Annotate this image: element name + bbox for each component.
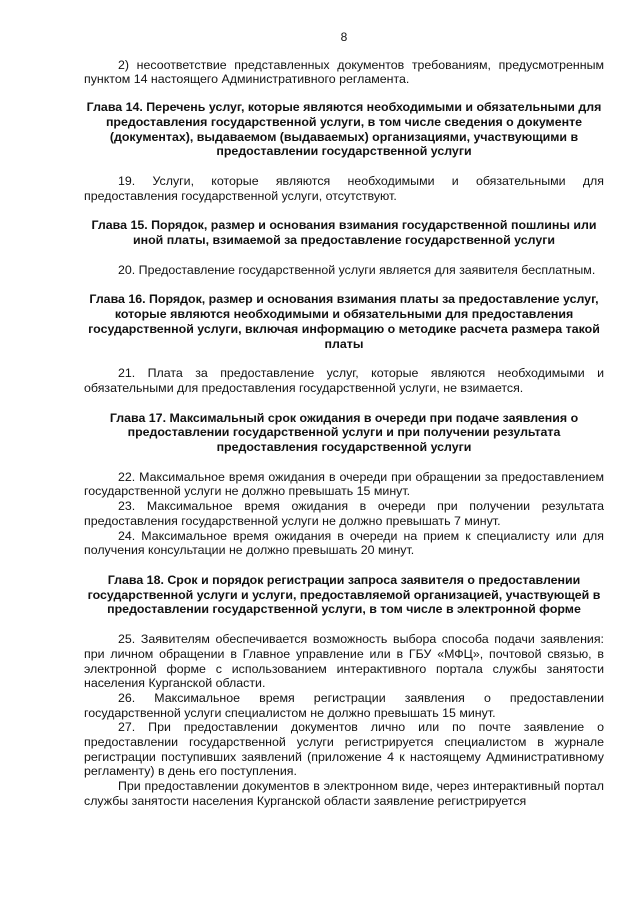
item-19-text: 19. Услуги, которые являются необходимыми и обязательными для предоставления государственной услуги, отсутствуют. bbox=[84, 173, 604, 203]
chapter-14-heading: Глава 14. Перечень услуг, которые являются необходимыми и обязательными для предоставления государственной услуги, в том числе сведения о документе (документах), выдаваемом (выдаваемых) организациями, участвующими в предоставлении государственной услуги bbox=[86, 100, 602, 159]
electronic-submission-text: При предоставлении документов в электронном виде, через интерактивный портал службы занятости населения Курганской области заявление регистрируется bbox=[84, 779, 604, 808]
item-26-text: 26. Максимальное время регистрации заявления о предоставлении государственной услуги специалистом не должно превышать 15 минут. bbox=[84, 690, 604, 720]
chapter-18-heading: Глава 18. Срок и порядок регистрации запроса заявителя о предоставлении государственной услуги и услуги, предоставляемой организацией, участвующей в предоставлении государственной услуги, в том числе в электронной форме bbox=[87, 572, 601, 617]
item-24-text: 24. Максимальное время ожидания в очереди на прием к специалисту или для получения консультации не должно превышать 20 минут. bbox=[84, 528, 604, 558]
item-22-text: 22. Максимальное время ожидания в очереди при обращении за предоставлением государственной услуги не должно превышать 15 минут. bbox=[84, 469, 604, 499]
chapter-17-heading: Глава 17. Максимальный срок ожидания в очереди при подаче заявления о предоставлении государственной услуги и при получении результата предоставления государственной услуги bbox=[109, 410, 579, 455]
chapter-16-heading: Глава 16. Порядок, размер и основания взимания платы за предоставление услуг, которые являются необходимыми и обязательными для предоставления государственной услуги, включая информацию о методике расчета размера такой платы bbox=[88, 292, 600, 351]
item-23-text: 23. Максимальное время ожидания в очереди при получении результата предоставления государственной услуги не должно превышать 7 минут. bbox=[84, 499, 604, 528]
document-page bbox=[84, 30, 604, 809]
item-2-text: 2) несоответствие представленных документов требованиям, предусмотренным пунктом 14 настоящего Административного регламента. bbox=[84, 57, 604, 87]
item-21-text: 21. Плата за предоставление услуг, которые являются необходимыми и обязательными для предоставления государственной услуги, не взимается. bbox=[84, 366, 604, 395]
page-number: 8 bbox=[340, 30, 348, 44]
item-25-text: 25. Заявителям обеспечивается возможность выбора способа подачи заявления: при личном обращении в Главное управление или в ГБУ «МФЦ», почтовой связью, в электронной форме с использованием интерактивного портала службы занятости населения Курганской области. bbox=[84, 632, 604, 691]
chapter-15-heading: Глава 15. Порядок, размер и основания взимания государственной пошлины или иной платы, взимаемой за предоставление государственной услуги bbox=[91, 218, 597, 248]
item-27-text: 27. При предоставлении документов лично или по почте заявление о предоставлении государственной услуги регистрируется специалистом в журнале регистрации поступивших заявлений (приложение 4 к настоящему Административному регламенту) в день его поступления. bbox=[84, 720, 604, 779]
item-20-text: 20. Предоставление государственной услуги является для заявителя бесплатным. bbox=[118, 262, 596, 277]
